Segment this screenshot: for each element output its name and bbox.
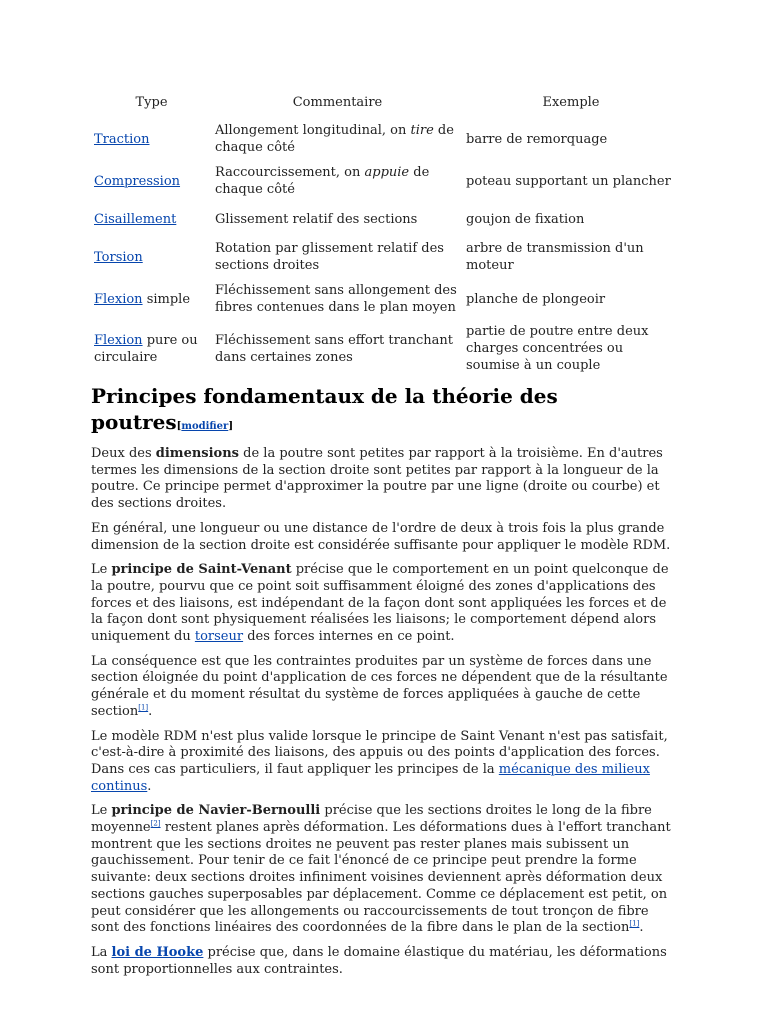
- table-row: [91, 236, 679, 278]
- text: de la poutre sont petites par rapport à la troisième. En d'autres termes les dimensions de la section droite sont petites par rapport à la longueur de la poutre. Ce principe permet d'approximer la poutre par une ligne (droite ou courbe) et des sections droites.: [91, 446, 663, 512]
- example-cell: barre de remorquage: [466, 131, 608, 147]
- header-commentaire: Commentaire: [292, 95, 383, 110]
- type-cell: [91, 118, 212, 160]
- paragraph-rdm-validity: [91, 729, 679, 796]
- bold-term: principe de Saint-Venant: [111, 562, 292, 578]
- paragraph-navier-bernoulli: [91, 803, 679, 937]
- type-rest: pure ou circulaire: [94, 332, 198, 365]
- bold-term: dimensions: [155, 446, 239, 461]
- comment-cell: [212, 320, 463, 377]
- table-row: [91, 118, 679, 160]
- paragraph-consequence: [91, 654, 679, 721]
- comment-cell: [212, 202, 463, 236]
- text: .: [148, 703, 153, 719]
- paragraph-longueur: En général, une longueur ou une distance de l'ordre de deux à trois fois la plus grande dimension de la section droite est considérée suffisante pour appliquer le modèle RDM.: [91, 520, 671, 553]
- type-cell: [91, 160, 212, 202]
- edit-bracket-open: [: [176, 421, 182, 432]
- bold-term: principe de Navier-Bernoulli: [111, 803, 321, 819]
- article-content: [91, 92, 679, 986]
- type-link[interactable]: Flexion: [94, 332, 143, 348]
- edit-bracket-close: ]: [228, 421, 234, 432]
- example-cell: arbre de transmission d'un moteur: [466, 241, 644, 273]
- type-link[interactable]: Cisaillement: [94, 211, 177, 227]
- comment-text: Glissement relatif des sections: [215, 211, 418, 227]
- comment-cell: [212, 278, 463, 320]
- text: .: [147, 778, 152, 794]
- table-row: [91, 278, 679, 320]
- type-link[interactable]: Compression: [94, 173, 181, 189]
- text: Le: [91, 803, 112, 819]
- stress-types-table: [91, 92, 679, 377]
- text: Le: [91, 562, 112, 578]
- example-cell: partie de poutre entre deux charges concentrées ou soumise à un couple: [466, 324, 649, 373]
- text: restent planes après déformation. Les déformations dues à l'effort tranchant montrent que les sections droites ne peuvent pas rester planes mais subissent un gauchissement. Pour tenir de ce fait l'énoncé de ce principe peut prendre la forme suivante: deux sections droites infiniment voisines deviennent après déformation deux sections gauches superposables par déplacement. Comme ce déplacement est petit, on peut considérer que les allongements ou raccourcissements de tout tronçon de fibre sont des fonctions linéaires des coordonnées de la fibre dans le plan de la section: [91, 820, 671, 936]
- type-rest: simple: [142, 291, 191, 307]
- comment-emphasis: appuie: [364, 165, 410, 180]
- text: précise que le comportement en un point quelconque de la poutre, pourvu que ce point soit suffisamment éloigné des zones d'applications des forces et des liaisons, est indépendant de la façon dont sont appliquées les forces et de la façon dont sont physiquement réalisées les liaisons; le comportement dépend alors uniquement du: [91, 562, 669, 645]
- paragraph-dimensions: [91, 446, 679, 513]
- header-exemple: Exemple: [542, 95, 600, 110]
- comment-text: de chaque côté: [215, 165, 430, 197]
- mecanique-link[interactable]: mécanique des milieux continus: [91, 761, 650, 794]
- reference-link[interactable]: [1]: [629, 919, 640, 928]
- reference-link[interactable]: [2]: [150, 819, 161, 828]
- text: des forces internes en ce point.: [243, 629, 455, 645]
- comment-text: Rotation par glissement relatif des sections droites: [215, 241, 444, 273]
- section-title: Principes fondamentaux de la théorie des poutres: [91, 384, 558, 434]
- table-row: [91, 160, 679, 202]
- text: .: [639, 920, 644, 936]
- type-link[interactable]: Flexion: [94, 291, 143, 307]
- comment-text: Fléchissement sans allongement des fibres contenues dans le plan moyen: [215, 283, 457, 315]
- example-cell: goujon de fixation: [466, 211, 585, 227]
- table-row: [91, 320, 679, 377]
- text: précise que les sections droites le long de la fibre moyenne: [91, 803, 652, 836]
- type-link[interactable]: Traction: [94, 131, 150, 147]
- type-cell: [91, 320, 212, 377]
- table-header-row: [91, 92, 679, 118]
- table-row: [91, 202, 679, 236]
- text: La: [91, 944, 112, 960]
- text: précise que, dans le domaine élastique du matériau, les déformations sont proportionnelles aux contraintes.: [91, 944, 667, 977]
- comment-text: Allongement longitudinal, on: [215, 123, 411, 138]
- comment-text: Raccourcissement, on: [215, 165, 365, 180]
- example-cell: poteau supportant un plancher: [466, 173, 671, 189]
- comment-text: Fléchissement sans effort tranchant dans certaines zones: [215, 332, 453, 365]
- comment-text: de chaque côté: [215, 123, 454, 155]
- type-cell: [91, 278, 212, 320]
- comment-cell: [212, 236, 463, 278]
- comment-cell: [212, 160, 463, 202]
- type-cell: [91, 202, 212, 236]
- edit-section: [177, 421, 233, 432]
- text: Le modèle RDM n'est plus valide lorsque le principe de Saint Venant n'est pas satisfait, c'est-à-dire à proximité des liaisons, des appuis ou des points d'application des forces. Dans ces cas particuliers, il faut appliquer les principes de la: [91, 728, 668, 777]
- paragraph-hooke: [91, 945, 679, 978]
- type-cell: [91, 236, 212, 278]
- comment-cell: [212, 118, 463, 160]
- text: Deux des: [91, 446, 156, 461]
- header-type: Type: [135, 95, 168, 110]
- example-cell: planche de plongeoir: [466, 291, 606, 307]
- comment-emphasis: tire: [410, 123, 434, 138]
- text: La conséquence est que les contraintes produites par un système de forces dans une section éloignée du point d'application de ces forces ne dépendent que de la résultante générale et du moment résultat du système de forces appliquées à gauche de cette section: [91, 653, 668, 719]
- torseur-link[interactable]: torseur: [194, 629, 244, 645]
- paragraph-saint-venant: [91, 562, 679, 646]
- section-heading: [91, 383, 679, 440]
- reference-link[interactable]: [1]: [138, 703, 149, 712]
- edit-link[interactable]: modifier: [181, 421, 229, 432]
- type-link[interactable]: Torsion: [94, 249, 143, 265]
- hooke-link[interactable]: loi de Hooke: [111, 944, 204, 960]
